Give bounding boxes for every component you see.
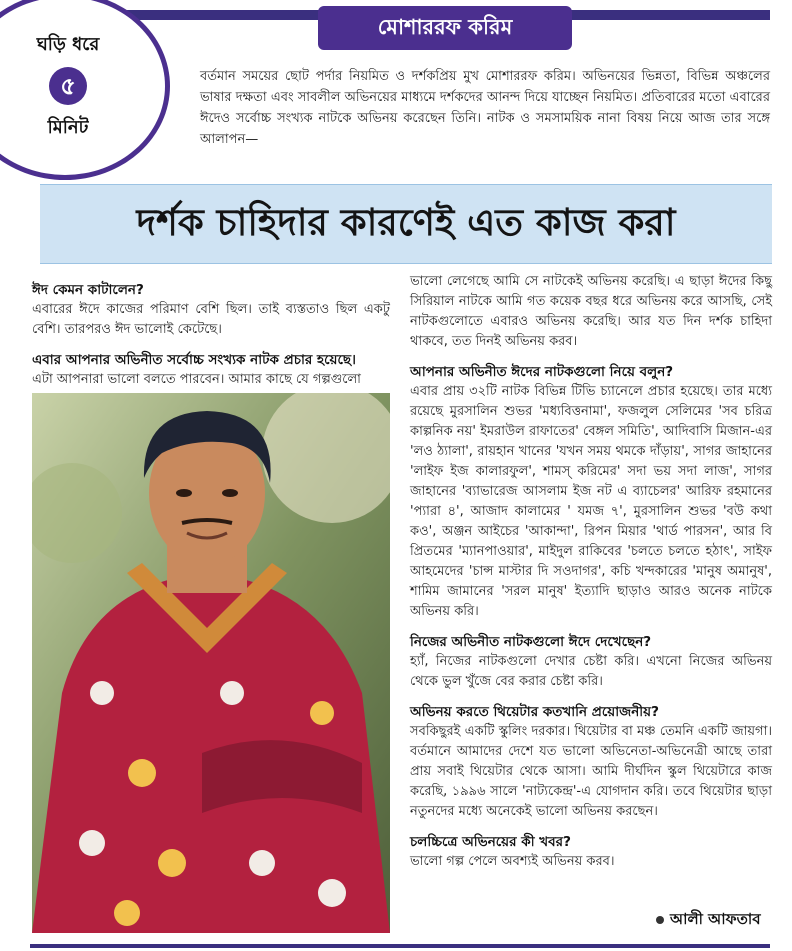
- question: চলচ্চিত্রে অভিনয়ের কী খবর?: [410, 834, 571, 850]
- right-column: [410, 272, 772, 882]
- intro-paragraph: বর্তমান সময়ের ছোট পর্দার নিয়মিত ও দর্শকপ্রিয় মুখ মোশাররফ করিম। অভিনয়ের ভিন্নতা, বিভিন্ন অঞ্চলের ভাষার দক্ষতা এবং সাবলীল অভিনয়ের মাধ্যমে দর্শকদের আনন্দ দিয়ে যাচ্ছেন নিয়মিত। প্রতিবারের মতো এবারের ঈদেও সর্বোচ্চ সংখ্যক নাটকে অভিনয় করেছেন তিনি। নাটক ও সমসাময়িক নানা বিষয় নিয়ে আজ তার সঙ্গে আলাপন—: [200, 69, 770, 147]
- answer: ভালো গল্প পেলে অবশ্যই অভিনয় করব।: [410, 854, 615, 869]
- badge-bottom-text: মিনিট: [47, 117, 89, 138]
- answer: সবকিছুরই একটি স্কুলিং দরকার। থিয়েটার বা মঞ্চ তেমনি একটি জায়গা। বর্তমানে আমাদের দেশে যত ভালো অভিনেতা-অভিনেত্রী আছে তারা প্রায় সবাই থিয়েটার থেকে আসা। আমি দীর্ঘদিন স্কুল থিয়েটারে কাজ করেছি, ১৯৯৬ সালে 'নাট্যকেন্দ্র'-এ যোগদান করি। তবে থিয়েটার ছাড়া নতুনদের মধ্যে অনেকেই ভালো অভিনয় করছেন।: [410, 724, 772, 819]
- question: নিজের অভিনীত নাটকগুলো ঈদে দেখেছেন?: [410, 634, 652, 650]
- author-name: আলী আফতাব: [670, 910, 761, 928]
- badge-top-text: ঘড়ি ধরে: [36, 34, 100, 55]
- answer: এটা আপনারা ভালো বলতে পারবেন। আমার কাছে যে গল্পগুলো: [32, 372, 361, 387]
- interviewee-name: মোশাররফ করিম: [318, 6, 572, 50]
- badge-number: ৫: [49, 67, 87, 105]
- answer: এবার প্রায় ৩২টি নাটক বিভিন্ন টিভি চ্যানেলে প্রচার হয়েছে। তার মধ্যে রয়েছে মুরসালিন শুভর 'মধ্যবিত্তনামা', ফজলুল সেলিমের 'সব চরিত্র কাল্পনিক নয়' ইমরাউল রাফাতের' বেঙ্গল সমিতি', আদিবাসি মিজান-এর 'লও ঠ্যালা', রায়হান খানের 'যখন সময় থমকে দাঁড়ায়', সাগর জাহানের 'লাইফ ইজ কালারফুল', শামস্ করিমের' সদা ভয় সদা লাজ', সাগর জাহানের 'ব্যাভারেজ আসলাম ইজ নট এ ব্যাচেলর' আরিফ রহমানের 'প্যারা ৪', আজাদ কালামের ' যমজ ৭', মুরসালিন শুভর 'বউ কথা কও', অঞ্জন আইচের 'আকান্দা', রিপন মিয়ার 'থার্ড পারসন', আর বি প্রিতমের 'ম্যানপাওয়ার', মাইদুল রাকিবের 'চলতে চলতে হঠাৎ', সাইফ আহমেদের 'চান্স মাস্টার দি সওদাগর', কচি খন্দকারের 'মানুষ অমানুষ', শামিম জামানের 'সরল মানুষ' ইত্যাদি ছাড়াও আরও অনেক নাটকে অভিনয় করি।: [410, 384, 772, 619]
- bullet-icon: [656, 916, 664, 924]
- answer: ভালো লেগেছে আমি সে নাটকেই অভিনয় করেছি। এ ছাড়া ঈদের কিছু সিরিয়াল নাটকে আমি গত কয়েক বছর ধরে অভিনয় করে আসছি, সেই নাটকগুলোতে এবারও অভিনয় করেছি। আর যত দিন দর্শক চাহিদা থাকবে, তত দিনই অভিনয় করব।: [410, 274, 772, 349]
- portrait-illustration: [32, 393, 390, 933]
- question: অভিনয় করতে থিয়েটার কতখানি প্রয়োজনীয়?: [410, 704, 659, 720]
- portrait-photo: [32, 393, 390, 933]
- answer: হ্যাঁ, নিজের নাটকগুলো দেখার চেষ্টা করি। এখনো নিজের অভিনয় থেকে ভুল খুঁজে বের করার চেষ্টা করি।: [410, 654, 772, 689]
- question: ঈদ কেমন কাটালেন?: [32, 282, 144, 298]
- byline: [656, 908, 761, 933]
- question: আপনার অভিনীত ঈদের নাটকগুলো নিয়ে বলুন?: [410, 364, 674, 380]
- headline: দর্শক চাহিদার কারণেই এত কাজ করা: [40, 184, 772, 264]
- question: এবার আপনার অভিনীত সর্বোচ্চ সংখ্যক নাটক প্রচার হয়েছে।: [32, 352, 356, 368]
- footer-rule: [30, 944, 770, 948]
- answer: এবারের ঈদে কাজের পরিমাণ বেশি ছিল। তাই ব্যস্ততাও ছিল একটু বেশি। তারপরও ঈদ ভালোই কেটেছে।: [32, 302, 390, 337]
- left-column: [32, 280, 390, 400]
- time-badge-text: [18, 30, 118, 144]
